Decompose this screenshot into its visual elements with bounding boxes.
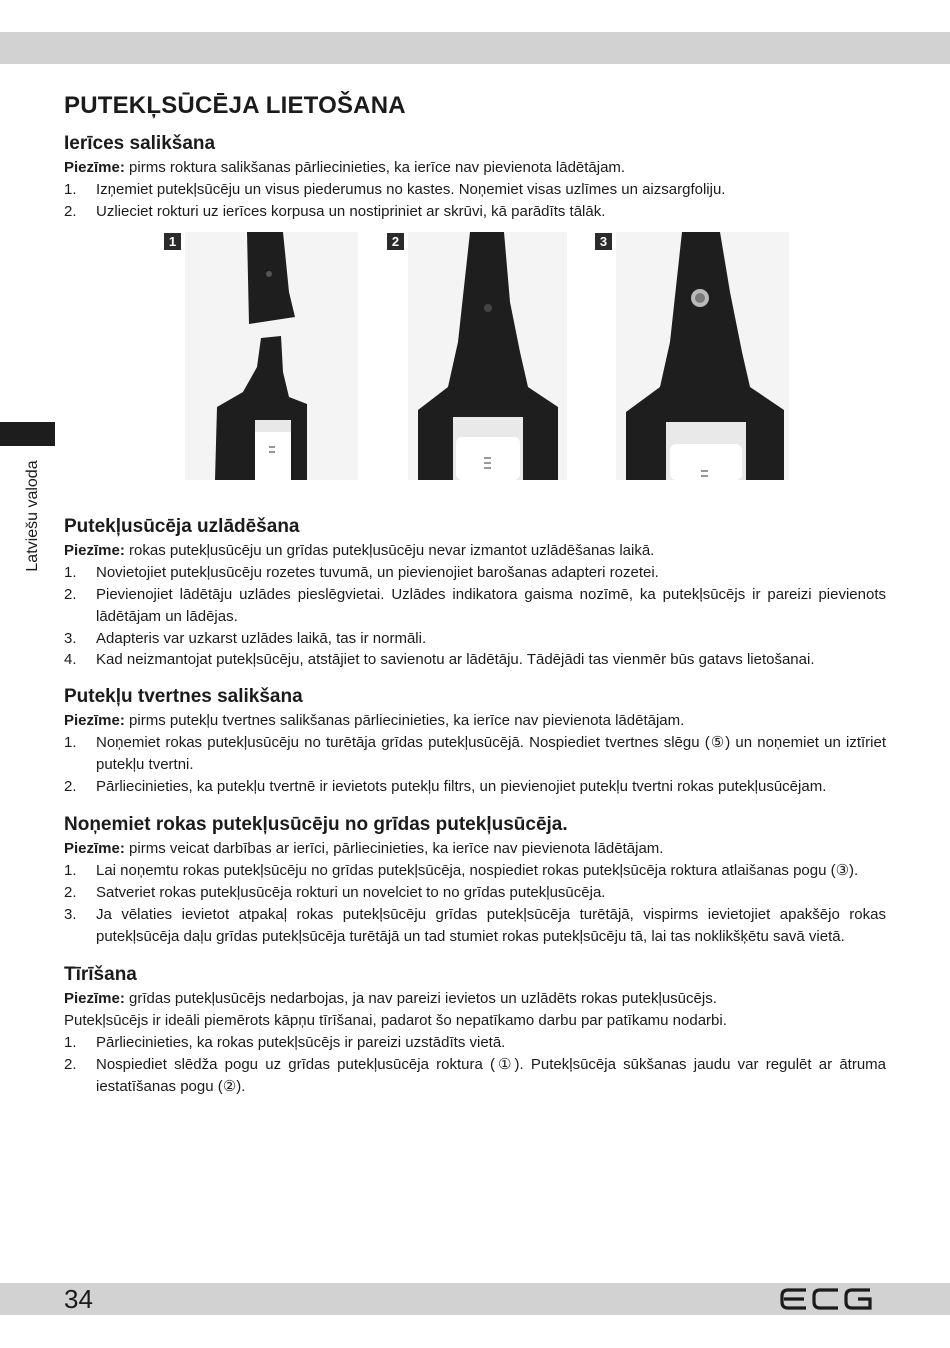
assembly-figures (64, 232, 886, 490)
ecg-logo (780, 1288, 874, 1310)
note-label: Piezīme: (64, 840, 125, 858)
assembly-step-3-photo (616, 232, 789, 480)
list-item: 2. Pievienojiet lādētāju uzlādes pieslēgvietai. Uzlādes indikatora gaisma nozīmē, ka putekļsūcējs ir pareizi pievienots lādētājam un lādējas. (64, 585, 886, 625)
list-item: 2. Uzlieciet rokturi uz ierīces korpusa un nostipriniet ar skrūvi, kā parādīts tālāk. (64, 202, 606, 220)
list-item: 1. Novietojiet putekļusūcēju rozetes tuvumā, un pievienojiet barošanas adapteri rozetei. (64, 564, 659, 582)
steps-list (64, 179, 886, 223)
section-cleaning (64, 962, 886, 1097)
section-detach (64, 812, 886, 947)
page-title: PUTEKĻSŪCĒJA LIETOŠANA (64, 92, 406, 119)
list-item: 3. Ja vēlaties ievietot atpakaļ rokas putekļsūcēju grīdas putekļsūcēja turētājā, vispirms ievietojiet apakšējo rokas putekļsūcēja daļu grīdas putekļsūcēja turētājā un tad stumiet rokas putekļsūcēju tā, lai tas noklikšķētu savā vietā. (64, 905, 886, 945)
note-label: Piezīme: (64, 159, 125, 176)
note (64, 710, 886, 732)
note-text: pirms roktura salikšanas pārliecinieties, ka ierīce nav pievienota lādētājam. (124, 159, 626, 176)
header-bar (0, 32, 950, 64)
figure-label: 1 (164, 233, 181, 250)
list-item: 2. Satveriet rokas putekļusūcēja rokturi un novelciet to no grīdas putekļusūcēja. (64, 883, 606, 901)
list-item: 1. Izņemiet putekļsūcēju un visus piederumus no kastes. Noņemiet visas uzlīmes un aizsargfoliju. (64, 180, 726, 198)
paragraph: Putekļsūcējs ir ideāli piemērots kāpņu tīrīšanai, padarot šo nepatīkamo darbu par patīkamu nodarbi. (64, 1012, 727, 1030)
list-item: 4. Kad neizmantojat putekļsūcēju, atstājiet to savienotu ar lādētāju. Tādējādi tas vienmēr būs gatavs lietošanai. (64, 651, 815, 669)
page-number: 34 (64, 1284, 93, 1314)
steps-list (64, 562, 886, 671)
list-item: 1. Pārliecinieties, ka rokas putekļsūcējs ir pareizi uzstādīts vietā. (64, 1033, 506, 1051)
note-label: Piezīme: (64, 990, 125, 1008)
list-item: 1. Lai noņemtu rokas putekļsūcēju no grīdas putekļsūcēja, nospiediet rokas putekļsūcēja roktura atlaišanas pogu (③). (64, 862, 859, 880)
section-heading: Tīrīšana (64, 964, 137, 986)
list-item: 3. Adapteris var uzkarst uzlādes laikā, tas ir normāli. (64, 629, 427, 647)
note (64, 157, 886, 179)
section-heading: Noņemiet rokas putekļusūcēju no grīdas putekļusūcēja. (64, 814, 568, 836)
section-charging (64, 514, 886, 671)
section-heading: Ierīces salikšana (64, 133, 216, 154)
page-content (64, 90, 886, 1097)
note-label: Piezīme: (64, 712, 125, 730)
list-item: 2. Pārliecinieties, ka putekļu tvertnē ir ievietots putekļu filtrs, un pievienojiet putekļu tvertni rokas putekļusūcējam. (64, 777, 827, 795)
list-item: 1. Noņemiet rokas putekļusūcēju no turētāja grīdas putekļusūcējā. Nospiediet tvertnes slēgu (⑤) un noņemiet un iztīriet putekļu tvertni. (64, 733, 886, 773)
language-label: Latviešu valoda (24, 460, 41, 572)
note-label: Piezīme: (64, 542, 125, 560)
figure-label: 3 (595, 233, 612, 250)
section-assembly (64, 131, 886, 222)
assembly-step-2-photo (408, 232, 567, 480)
note-text: pirms veicat darbības ar ierīci, pārliecinieties, ka ierīce nav pievienota lādētājam. (124, 840, 664, 858)
section-heading: Putekļusūcēja uzlādēšana (64, 516, 300, 538)
section-dust-container (64, 684, 886, 797)
assembly-step-1-photo (185, 232, 358, 480)
section-heading: Putekļu tvertnes salikšana (64, 686, 303, 708)
list-item: 2. Nospiediet slēdža pogu uz grīdas putekļusūcēja roktura (①). Putekļsūcēja sūkšanas jaudu var regulēt ar ātruma iestatīšanas pogu (②). (64, 1055, 886, 1095)
steps-list (64, 732, 886, 797)
note (64, 540, 886, 562)
note-text: grīdas putekļusūcējs nedarbojas, ja nav pareizi ievietos un uzlādēts rokas putekļusūcējs. (124, 990, 717, 1008)
figure-label: 2 (387, 233, 404, 250)
note-text: pirms putekļu tvertnes salikšanas pārliecinieties, ka ierīce nav pievienota lādētājam. (124, 712, 685, 730)
note (64, 988, 886, 1010)
note (64, 838, 886, 860)
note-text: rokas putekļusūcēju un grīdas putekļusūcēju nevar izmantot uzlādēšanas laikā. (124, 542, 655, 560)
steps-list (64, 1032, 886, 1097)
steps-list (64, 860, 886, 947)
